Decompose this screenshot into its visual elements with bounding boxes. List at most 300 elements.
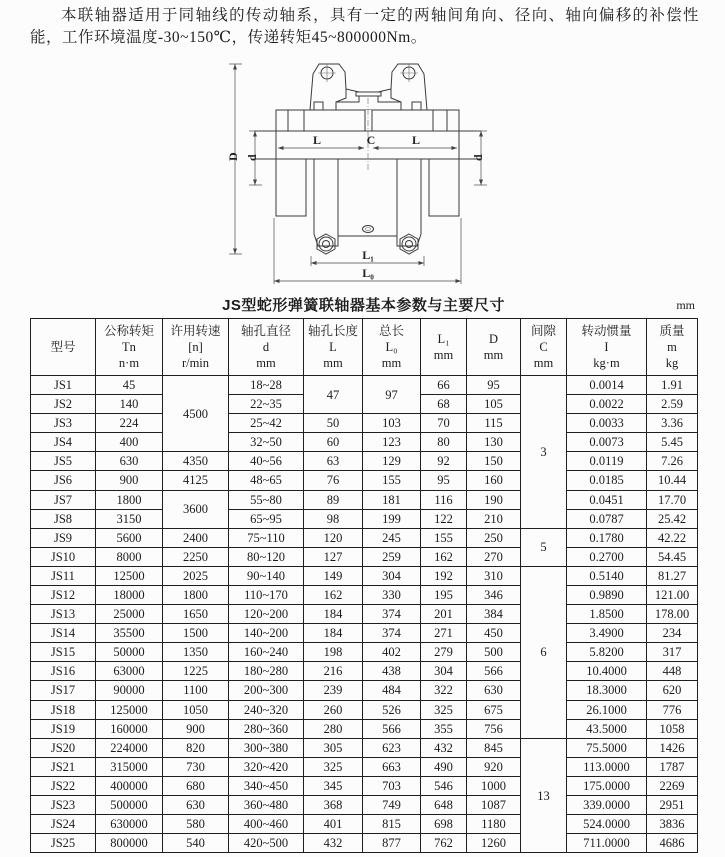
dim-L-left — [278, 133, 364, 148]
cell-inertia: 175.0000 — [567, 776, 647, 795]
cell-l1: 92 — [421, 452, 467, 471]
table-row-JS10 — [31, 547, 698, 566]
cell-mass: 178.00 — [647, 605, 698, 624]
cell-model: JS3 — [31, 414, 96, 433]
cell-torque: 3150 — [96, 509, 163, 528]
header-line: 公称转矩 — [103, 323, 154, 338]
table-row-JS13 — [31, 605, 698, 624]
cell-speed: 2250 — [163, 547, 229, 566]
cell-bore_len: 345 — [304, 776, 363, 795]
header-line: kg·m — [593, 356, 620, 371]
cell-speed: 1050 — [163, 700, 229, 719]
cell-bore_dia: 40~56 — [229, 452, 304, 471]
header-line: mm — [381, 356, 402, 371]
cell-inertia: 18.3000 — [567, 681, 647, 700]
cell-speed: 2400 — [163, 528, 229, 547]
table-row-JS21 — [31, 757, 698, 776]
cell-bore_dia: 90~140 — [229, 566, 304, 585]
cell-model: JS9 — [31, 528, 96, 547]
header-line: 质量 — [659, 323, 685, 338]
cell-d_outer: 1260 — [467, 834, 521, 853]
cell-model: JS5 — [31, 452, 96, 471]
cell-l1: 546 — [421, 776, 467, 795]
cell-d_outer: 566 — [467, 662, 521, 681]
cell-bore_dia: 65~95 — [229, 509, 304, 528]
cell-mass: 1058 — [647, 719, 698, 738]
cell-d_outer: 270 — [467, 547, 521, 566]
cell-bore_dia: 300~380 — [229, 738, 304, 757]
cell-inertia: 75.5000 — [567, 738, 647, 757]
cell-mass: 1787 — [647, 757, 698, 776]
cell-mass: 1426 — [647, 738, 698, 757]
cell-bore_dia: 420~500 — [229, 834, 304, 853]
cell-bore_len: 260 — [304, 700, 363, 719]
table-row-JS14 — [31, 624, 698, 643]
dim-d-right — [471, 131, 487, 185]
cell-l1: 322 — [421, 681, 467, 700]
cell-torque: 224000 — [96, 738, 163, 757]
cell-bore_len: 401 — [304, 815, 363, 834]
cell-torque: 315000 — [96, 757, 163, 776]
cell-speed: 4350 — [163, 452, 229, 471]
cell-bore_len: 280 — [304, 719, 363, 738]
cell-mass: 234 — [647, 624, 698, 643]
cell-torque: 25000 — [96, 605, 163, 624]
cover-outline — [310, 64, 427, 110]
cell-total_len: 623 — [363, 738, 421, 757]
column-header-l1 — [421, 318, 467, 375]
cell-model: JS12 — [31, 585, 96, 604]
cell-torque: 35500 — [96, 624, 163, 643]
cell-mass: 5.45 — [647, 433, 698, 452]
column-header-total_len — [363, 318, 421, 375]
cell-d_outer: 675 — [467, 700, 521, 719]
cell-l1: 162 — [421, 547, 467, 566]
cell-inertia: 0.1780 — [567, 528, 647, 547]
cell-bore_len: 432 — [304, 834, 363, 853]
cell-l1: 68 — [421, 395, 467, 414]
cell-d_outer: 450 — [467, 624, 521, 643]
cell-torque: 500000 — [96, 796, 163, 815]
cell-mass: 2951 — [647, 796, 698, 815]
cell-bore_len: 198 — [304, 643, 363, 662]
cell-d_outer: 115 — [467, 414, 521, 433]
table-row-JS22 — [31, 776, 698, 795]
bolt-left — [314, 102, 323, 110]
cell-speed: 1350 — [163, 643, 229, 662]
table-row-JS7 — [31, 490, 698, 509]
cell-d_outer: 160 — [467, 471, 521, 490]
cell-total_len: 304 — [363, 566, 421, 585]
column-header-d_outer — [467, 318, 521, 375]
label-d-left: d — [245, 154, 259, 161]
spec-table-head — [31, 318, 698, 375]
cell-bore_dia: 22~35 — [229, 395, 304, 414]
column-header-model — [31, 318, 96, 375]
cell-d_outer: 190 — [467, 490, 521, 509]
cell-inertia: 3.4900 — [567, 624, 647, 643]
cell-bore_len: 368 — [304, 796, 363, 815]
cell-torque: 45 — [96, 375, 163, 394]
cell-l1: 432 — [421, 738, 467, 757]
cell-mass: 776 — [647, 700, 698, 719]
cell-mass: 54.45 — [647, 547, 698, 566]
coupling-spec-table — [30, 318, 698, 853]
cell-torque: 800000 — [96, 834, 163, 853]
cell-inertia: 0.0033 — [567, 414, 647, 433]
cell-speed: 580 — [163, 815, 229, 834]
cell-torque: 90000 — [96, 681, 163, 700]
cell-inertia: 43.5000 — [567, 719, 647, 738]
header-line: Tn — [122, 339, 136, 354]
cell-total_len: 484 — [363, 681, 421, 700]
cell-bore_len: 184 — [304, 605, 363, 624]
cell-model: JS19 — [31, 719, 96, 738]
lower-body — [276, 159, 459, 246]
cell-torque: 160000 — [96, 719, 163, 738]
table-row-JS11 — [31, 566, 698, 585]
cell-gap: 3 — [521, 375, 567, 528]
table-row-JS24 — [31, 815, 698, 834]
cell-bore_len: 60 — [304, 433, 363, 452]
cell-mass: 448 — [647, 662, 698, 681]
cell-total_len: 402 — [363, 643, 421, 662]
cell-bore_dia: 18~28 — [229, 375, 304, 394]
cell-speed: 820 — [163, 738, 229, 757]
cell-model: JS6 — [31, 471, 96, 490]
cell-d_outer: 210 — [467, 509, 521, 528]
header-line: [n] — [188, 339, 203, 354]
cell-mass: 317 — [647, 643, 698, 662]
cell-model: JS15 — [31, 643, 96, 662]
cell-torque: 63000 — [96, 662, 163, 681]
label-L0: L₀ — [362, 265, 374, 280]
cell-model: JS10 — [31, 547, 96, 566]
table-row-JS12 — [31, 585, 698, 604]
column-header-bore_len — [304, 318, 363, 375]
header-line: L₀ — [385, 339, 398, 354]
cell-model: JS20 — [31, 738, 96, 757]
header-line: mm — [256, 356, 276, 371]
cell-l1: 271 — [421, 624, 467, 643]
cell-bore_len: 47 — [304, 375, 363, 413]
cell-bore_dia: 160~240 — [229, 643, 304, 662]
header-line: d — [262, 339, 270, 354]
cell-model: JS24 — [31, 815, 96, 834]
cell-l1: 192 — [421, 566, 467, 585]
cell-mass: 1.91 — [647, 375, 698, 394]
table-row-JS6 — [31, 471, 698, 490]
cell-bore_len: 63 — [304, 452, 363, 471]
cell-total_len: 703 — [363, 776, 421, 795]
column-header-gap — [521, 318, 567, 375]
cell-d_outer: 130 — [467, 433, 521, 452]
cell-speed: 1650 — [163, 605, 229, 624]
cell-mass: 620 — [647, 681, 698, 700]
cell-total_len: 663 — [363, 757, 421, 776]
cell-l1: 698 — [421, 815, 467, 834]
coupling-technical-drawing — [226, 58, 516, 290]
cell-mass: 42.22 — [647, 528, 698, 547]
cell-inertia: 524.0000 — [567, 815, 647, 834]
cell-torque: 140 — [96, 395, 163, 414]
table-row-JS5 — [31, 452, 698, 471]
cell-d_outer: 920 — [467, 757, 521, 776]
cell-total_len: 877 — [363, 834, 421, 853]
cell-bore_dia: 48~65 — [229, 471, 304, 490]
cell-bore_len: 127 — [304, 547, 363, 566]
header-line: C — [539, 339, 548, 354]
cell-l1: 155 — [421, 528, 467, 547]
cell-mass: 4686 — [647, 834, 698, 853]
cell-torque: 12500 — [96, 566, 163, 585]
cell-inertia: 26.1000 — [567, 700, 647, 719]
cell-speed: 1800 — [163, 585, 229, 604]
cell-torque: 50000 — [96, 643, 163, 662]
header-line: m — [667, 339, 677, 354]
cell-torque: 630 — [96, 452, 163, 471]
cell-speed: 1225 — [163, 662, 229, 681]
cell-bore_len: 239 — [304, 681, 363, 700]
cell-bore_len: 305 — [304, 738, 363, 757]
table-row-JS15 — [31, 643, 698, 662]
cell-inertia: 0.9890 — [567, 585, 647, 604]
cell-bore_dia: 340~450 — [229, 776, 304, 795]
cell-l1: 325 — [421, 700, 467, 719]
cell-d_outer: 346 — [467, 585, 521, 604]
cell-total_len: 259 — [363, 547, 421, 566]
cell-l1: 66 — [421, 375, 467, 394]
cell-l1: 116 — [421, 490, 467, 509]
cell-d_outer: 150 — [467, 452, 521, 471]
cell-model: JS17 — [31, 681, 96, 700]
cell-mass: 2.59 — [647, 395, 698, 414]
cell-total_len: 438 — [363, 662, 421, 681]
cell-mass: 81.27 — [647, 566, 698, 585]
header-line: mm — [433, 347, 454, 362]
cell-gap: 6 — [521, 566, 567, 738]
cell-d_outer: 845 — [467, 738, 521, 757]
cell-model: JS23 — [31, 796, 96, 815]
dim-d-left — [245, 131, 262, 185]
cell-d_outer: 1087 — [467, 796, 521, 815]
cell-torque: 5600 — [96, 528, 163, 547]
cell-gap: 5 — [521, 528, 567, 566]
header-line: D — [488, 331, 499, 346]
cell-model: JS13 — [31, 605, 96, 624]
cell-model: JS7 — [31, 490, 96, 509]
cell-total_len: 330 — [363, 585, 421, 604]
column-header-torque — [96, 318, 163, 375]
cell-total_len: 129 — [363, 452, 421, 471]
cell-l1: 490 — [421, 757, 467, 776]
cell-speed: 1500 — [163, 624, 229, 643]
cell-torque: 18000 — [96, 585, 163, 604]
cell-l1: 70 — [421, 414, 467, 433]
label-L1: L₁ — [362, 247, 374, 262]
cell-speed: 680 — [163, 776, 229, 795]
header-line: L₁ — [437, 331, 450, 346]
cell-speed: 4500 — [163, 375, 229, 451]
cell-total_len: 374 — [363, 624, 421, 643]
coupling-drawing-svg — [226, 58, 516, 290]
cell-bore_len: 50 — [304, 414, 363, 433]
table-title-row — [30, 294, 697, 316]
cell-model: JS8 — [31, 509, 96, 528]
column-header-mass — [647, 318, 698, 375]
table-row-JS25 — [31, 834, 698, 853]
cell-bore_dia: 80~120 — [229, 547, 304, 566]
cell-d_outer: 310 — [467, 566, 521, 585]
cell-bore_len: 89 — [304, 490, 363, 509]
cell-torque: 400 — [96, 433, 163, 452]
column-header-speed — [163, 318, 229, 375]
cell-l1: 80 — [421, 433, 467, 452]
cell-inertia: 339.0000 — [567, 796, 647, 815]
hex-bolt-right — [400, 234, 418, 254]
table-row-JS23 — [31, 796, 698, 815]
cell-d_outer: 756 — [467, 719, 521, 738]
header-line: 间隙 — [530, 323, 556, 338]
cell-mass: 25.42 — [647, 509, 698, 528]
cell-bore_dia: 180~280 — [229, 662, 304, 681]
cell-total_len: 155 — [363, 471, 421, 490]
cell-bore_len: 120 — [304, 528, 363, 547]
cell-torque: 224 — [96, 414, 163, 433]
cell-speed: 900 — [163, 719, 229, 738]
cell-bore_len: 76 — [304, 471, 363, 490]
table-title: JS型蛇形弹簧联轴器基本参数与主要尺寸 — [222, 296, 505, 314]
cell-l1: 304 — [421, 662, 467, 681]
cell-torque: 8000 — [96, 547, 163, 566]
cell-bore_dia: 55~80 — [229, 490, 304, 509]
cell-total_len: 97 — [363, 375, 421, 413]
cell-l1: 195 — [421, 585, 467, 604]
cell-inertia: 5.8200 — [567, 643, 647, 662]
cell-bore_len: 325 — [304, 757, 363, 776]
cell-total_len: 245 — [363, 528, 421, 547]
cell-d_outer: 250 — [467, 528, 521, 547]
header-line: 型号 — [50, 339, 76, 354]
cell-inertia: 0.0119 — [567, 452, 647, 471]
cell-inertia: 10.4000 — [567, 662, 647, 681]
cell-bore_dia: 360~480 — [229, 796, 304, 815]
table-row-JS19 — [31, 719, 698, 738]
header-line: mm — [323, 356, 343, 371]
cell-speed: 1100 — [163, 681, 229, 700]
header-line: 总长 — [378, 323, 404, 338]
cell-total_len: 815 — [363, 815, 421, 834]
cell-inertia: 711.0000 — [567, 834, 647, 853]
table-row-JS20 — [31, 738, 698, 757]
dim-L-right — [373, 133, 457, 148]
cell-speed: 630 — [163, 796, 229, 815]
label-L-right: L — [411, 132, 421, 147]
cell-bore_dia: 32~50 — [229, 433, 304, 452]
table-row-JS4 — [31, 433, 698, 452]
table-unit-label: mm — [676, 297, 695, 312]
header-line: r/min — [181, 356, 210, 371]
cell-mass: 2269 — [647, 776, 698, 795]
lug-hole-left — [318, 64, 336, 82]
cell-model: JS25 — [31, 834, 96, 853]
cell-total_len: 103 — [363, 414, 421, 433]
cell-speed: 3600 — [163, 490, 229, 528]
table-row-JS1 — [31, 375, 698, 394]
label-C: C — [366, 132, 376, 147]
cell-speed: 2025 — [163, 566, 229, 585]
table-row-JS18 — [31, 700, 698, 719]
cell-torque: 400000 — [96, 776, 163, 795]
label-L-left: L — [312, 132, 322, 147]
cell-d_outer: 630 — [467, 681, 521, 700]
cell-bore_len: 216 — [304, 662, 363, 681]
cell-inertia: 0.0014 — [567, 375, 647, 394]
cell-total_len: 181 — [363, 490, 421, 509]
cell-torque: 900 — [96, 471, 163, 490]
cell-bore_dia: 110~170 — [229, 585, 304, 604]
cell-bore_dia: 240~320 — [229, 700, 304, 719]
header-row — [31, 318, 698, 375]
dim-D — [226, 64, 242, 254]
cell-mass: 3836 — [647, 815, 698, 834]
cell-bore_dia: 25~42 — [229, 414, 304, 433]
cell-speed: 4125 — [163, 471, 229, 490]
cell-inertia: 0.0022 — [567, 395, 647, 414]
cell-total_len: 749 — [363, 796, 421, 815]
cell-model: JS14 — [31, 624, 96, 643]
cell-model: JS4 — [31, 433, 96, 452]
table-row-JS9 — [31, 528, 698, 547]
header-line: mm — [533, 356, 554, 371]
cell-total_len: 526 — [363, 700, 421, 719]
cell-inertia: 1.8500 — [567, 605, 647, 624]
cell-bore_dia: 140~200 — [229, 624, 304, 643]
cell-bore_len: 149 — [304, 566, 363, 585]
hatched-body — [276, 110, 459, 131]
cell-model: JS2 — [31, 395, 96, 414]
header-line: 轴孔直径 — [240, 323, 291, 338]
cell-l1: 762 — [421, 834, 467, 853]
cell-mass: 3.36 — [647, 414, 698, 433]
cell-total_len: 374 — [363, 605, 421, 624]
header-line: n·m — [118, 356, 140, 371]
cell-inertia: 0.0073 — [567, 433, 647, 452]
cell-inertia: 0.2700 — [567, 547, 647, 566]
table-row-JS3 — [31, 414, 698, 433]
cell-model: JS11 — [31, 566, 96, 585]
label-d-right: d — [471, 154, 485, 161]
cell-bore_dia: 120~200 — [229, 605, 304, 624]
header-line: 许用转速 — [170, 323, 221, 338]
cell-model: JS1 — [31, 375, 96, 394]
cell-total_len: 123 — [363, 433, 421, 452]
cell-total_len: 566 — [363, 719, 421, 738]
cell-l1: 355 — [421, 719, 467, 738]
intro-paragraph: 本联轴器适用于同轴线的传动轴系，具有一定的两轴间角向、径向、轴向偏移的补偿性能，工作环境温度-30~150℃，传递转矩45~800000Nm。 — [30, 7, 699, 47]
cell-inertia: 0.5140 — [567, 566, 647, 585]
table-row-JS16 — [31, 662, 698, 681]
cell-model: JS18 — [31, 700, 96, 719]
cell-inertia: 0.0787 — [567, 509, 647, 528]
label-D: D — [226, 152, 240, 161]
cell-bore_dia: 320~420 — [229, 757, 304, 776]
spec-table-body — [31, 375, 698, 852]
cell-d_outer: 384 — [467, 605, 521, 624]
cell-inertia: 0.0451 — [567, 490, 647, 509]
cell-d_outer: 1180 — [467, 815, 521, 834]
cell-bore_dia: 75~110 — [229, 528, 304, 547]
